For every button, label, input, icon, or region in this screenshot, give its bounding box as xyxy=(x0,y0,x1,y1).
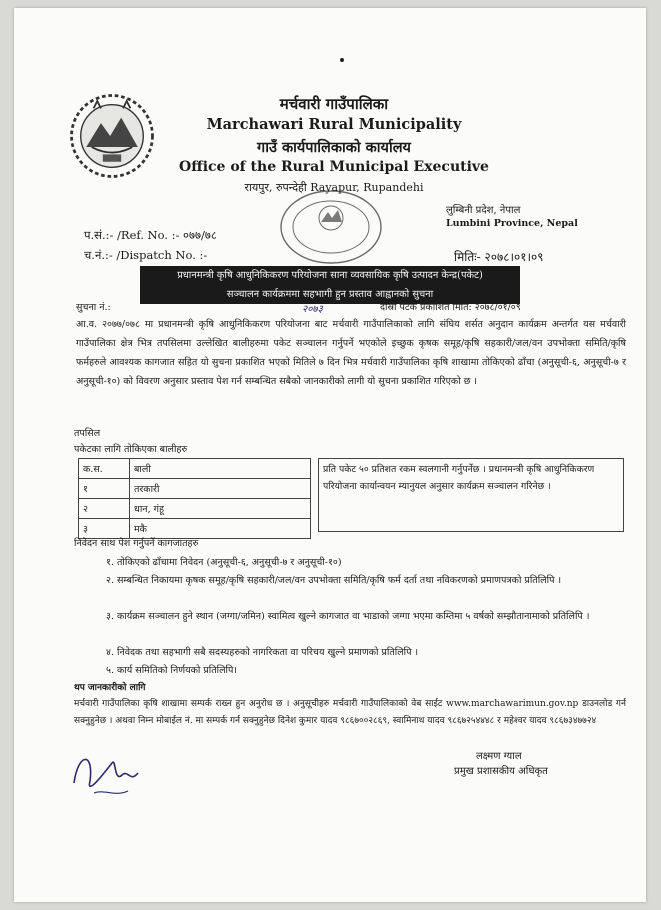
row-serial: २ xyxy=(79,499,130,519)
schedule-label: तपसिल xyxy=(74,428,101,439)
table-row xyxy=(79,499,311,519)
notice-banner xyxy=(140,266,520,304)
address: रायपुर, रुपन्देही Rayapur, Rupandehi xyxy=(244,181,424,194)
header-serial: क.स. xyxy=(79,459,130,479)
municipality-name-np: मर्चवारी गाउँपालिका xyxy=(279,95,389,113)
office-name-np: गाउँ कार्यपालिकाको कार्यालय xyxy=(257,139,411,156)
office-stamp-icon xyxy=(276,186,386,268)
table-row xyxy=(79,479,311,499)
province-np: लुम्बिनी प्रदेश, नेपाल xyxy=(446,205,521,216)
government-emblem-icon xyxy=(66,90,158,182)
dispatch-number: च.नं.:- /Dispatch No. :- xyxy=(84,248,208,262)
signatory-title: प्रमुख प्रशासकीय अधिकृत xyxy=(454,766,548,777)
requirements-heading: निवेदन साथ पेश गर्नुपर्ने कागजातहरु xyxy=(74,538,199,549)
crop-note: प्रति पकेट ५० प्रतिशत रकम स्वलगानी गर्नुपर्नेछ । प्रधानमन्त्री कृषि आधुनिकिकरण परियोजना कार्यान्वयन म्यानुयल अनुसार कार्यक्रम सञ्चालन गरिनेछ । xyxy=(318,458,624,532)
reference-number: प.सं.:- /Ref. No. :- ०७७/७८ xyxy=(84,228,217,242)
row-crop: धान, गंहू xyxy=(130,499,311,519)
row-serial: ३ xyxy=(79,519,130,539)
row-crop: तरकारी xyxy=(130,479,311,499)
notice-document xyxy=(14,8,646,902)
signatory-name: लक्ष्मण ग्याल xyxy=(476,751,522,762)
office-name-en: Office of the Rural Municipal Executive xyxy=(179,159,489,175)
province-en: Lumbini Province, Nepal xyxy=(446,218,578,229)
municipality-name-en: Marchawari Rural Municipality xyxy=(206,116,462,133)
table-header-row xyxy=(79,459,311,479)
banner-line-2: सञ्चालन कार्यक्रममा सहभागी हुन प्रस्ताव आह्वानको सुचना xyxy=(226,289,434,300)
fyi-label: थप जानकारीको लागि xyxy=(74,683,146,693)
notice-body: आ.व. २०७७/०७८ मा प्रधानमन्त्री कृषि आधुनिकिकरण परियोजना बाट मर्चवारी गाउँपालिकाको लागि संघिय शर्सत अनुदान कार्यक्रम अन्तर्गत यस मर्चवारी गाउँपालिका क्षेत्र भित्र तपसिलमा उल्लेखित बालीहरुमा पकेट सञ्चालन गर्नुपर्ने भएकोले इच्छुक कृषक समूह/कृषि सहकारी/जल/वन उपभोक्ता समिति/कृषि फर्महरुले आवश्यक कागजात सहित यो सुचना प्रकाशित भएको मितिले ७ दिन भित्र मर्चवारी गाउँपालिका कृषि शाखामा तोकिएको ढाँचा (अनुसूची-६, अनुसूची-७ र अनुसूची-१०) को विवरण अनुसार प्रस्ताव पेश गर्न सम्बन्धित सबैको जानकारीको लागी यो सुचना प्रकाशित गरिएको छ । xyxy=(76,319,626,387)
contact-info: मर्चवारी गाउँपालिका कृषि शाखामा सम्पर्क राख्न हुन अनुरोध छ । अनुसूचीहरु मर्चवारी गाउँपालिकाको वेब साईट www.marchawarimun.gov.np डाउनलोड गर्न सक्नुहुनेछ । अथवा निम्न मोबाईल नं. मा सम्पर्क गर्न सक्नुहुनेछ दिनेश कुमार यादव ९८६७००२८६९, स्वामिनाथ यादव ९८६७२५४४४८ र महेश्वर यादव ९८६७३४७७२४ xyxy=(74,699,626,726)
banner-line-1: प्रधानमन्त्री कृषि आधुनिकिकरण परियोजना साना व्यवसायिक कृषि उत्पादन केन्द्र(पकेट) xyxy=(177,270,483,281)
row-crop: मकै xyxy=(130,519,311,539)
row-serial: १ xyxy=(79,479,130,499)
requirement-item: १. तोकिएको ढाँचामा निवेदन (अनुसूची-६, अनुसूची-७ र अनुसूची-१०) xyxy=(106,557,342,568)
speck xyxy=(340,58,344,62)
notice-number: २०७३ xyxy=(302,304,323,315)
requirement-item: ५. कार्य समितिको निर्णयको प्रतिलिपि। xyxy=(106,665,238,676)
crop-table xyxy=(78,458,311,539)
requirement-item: ४. निवेदक तथा सहभागी सबै सदस्यहरुको नागरिकता वा परिचय खुल्ने प्रमाणको प्रतिलिपि । xyxy=(106,647,419,658)
requirement-item: ३. कार्यक्रम सञ्चालन हुने स्थान (जग्गा/जमिन) स्वामित्व खुल्ने कागजात वा भाडाको जग्गा भएमा कम्तिमा ५ वर्षको सम्झौतानामाको प्रतिलिपि । xyxy=(106,611,590,622)
notice-number-label: सुचना नं.: xyxy=(76,302,111,313)
requirement-item: २. सम्बन्धित निकायमा कृषक समूह/कृषि सहकारी/जल/वन उपभोक्ता समिति/कृषि फर्म दर्ता तथा नविकरणको प्रमाणपत्रको प्रतिलिपि । xyxy=(106,575,562,586)
issue-date: मितिः- २०७८।०१।०९ xyxy=(454,250,544,264)
pocket-crops-label: पकेटका लागि तोकिएका बालीहरु xyxy=(74,444,188,455)
handwritten-signature-icon xyxy=(64,743,159,803)
publication-date: दोस्रो पटक प्रकाशित मिति: २०७८/०१/०९ xyxy=(380,302,521,313)
header-crop: बाली xyxy=(130,459,311,479)
